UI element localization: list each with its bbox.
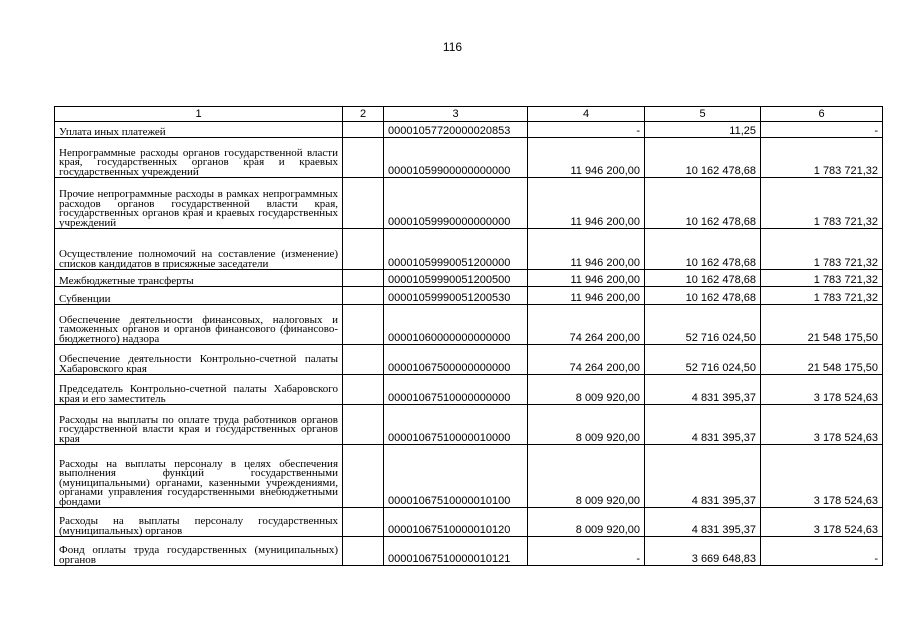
budget-execution-table: [54, 106, 883, 566]
row-col2: [343, 138, 384, 178]
row-col2: [343, 445, 384, 508]
row-name: Субвенции: [55, 287, 343, 305]
row-name: Обеспечение деятельности финансовых, налоговых и таможенных органов и органов финансового (финансово-бюджетного) надзора: [55, 305, 343, 345]
row-name: Уплата иных платежей: [55, 122, 343, 138]
row-code: 00001067510000010000: [384, 405, 528, 445]
row-name: Межбюджетные трансферты: [55, 270, 343, 287]
row-col4: 11 946 200,00: [528, 138, 645, 178]
header-col-6: 6: [761, 107, 883, 122]
row-code: 00001059900000000000: [384, 138, 528, 178]
row-col4: 8 009 920,00: [528, 375, 645, 405]
row-col6: 3 178 524,63: [761, 445, 883, 508]
row-name: Прочие непрограммные расходы в рамках непрограммных расходов органов государственной власти края, государственных органов края и краевых государственных учреждений: [55, 178, 343, 229]
row-col6: 1 783 721,32: [761, 270, 883, 287]
row-col2: [343, 178, 384, 229]
row-name: Обеспечение деятельности Контрольно-счетной палаты Хабаровского края: [55, 345, 343, 375]
row-col6: 21 548 175,50: [761, 345, 883, 375]
row-name: Председатель Контрольно-счетной палаты Хабаровского края и его заместитель: [55, 375, 343, 405]
row-col2: [343, 270, 384, 287]
row-col2: [343, 122, 384, 138]
row-col5: 10 162 478,68: [645, 287, 761, 305]
table-row: [55, 375, 883, 405]
table-row: [55, 287, 883, 305]
row-col2: [343, 537, 384, 566]
table-row: [55, 138, 883, 178]
row-col5: 10 162 478,68: [645, 270, 761, 287]
row-col6: 1 783 721,32: [761, 287, 883, 305]
row-col4: 8 009 920,00: [528, 405, 645, 445]
table-row: [55, 178, 883, 229]
row-col5: 4 831 395,37: [645, 508, 761, 537]
row-col5: 3 669 648,83: [645, 537, 761, 566]
row-code: 00001057720000020853: [384, 122, 528, 138]
header-col-4: 4: [528, 107, 645, 122]
table-row: [55, 445, 883, 508]
table-row: [55, 270, 883, 287]
row-col5: 52 716 024,50: [645, 305, 761, 345]
table-row: [55, 405, 883, 445]
header-col-1: 1: [55, 107, 343, 122]
row-col4: 11 946 200,00: [528, 229, 645, 270]
row-code: 00001059990051200000: [384, 229, 528, 270]
table-header-row: [55, 107, 883, 122]
row-col4: 74 264 200,00: [528, 345, 645, 375]
table-row: [55, 345, 883, 375]
row-col5: 4 831 395,37: [645, 405, 761, 445]
page-number: 116: [442, 40, 463, 54]
table-row: [55, 122, 883, 138]
row-col4: 74 264 200,00: [528, 305, 645, 345]
row-col2: [343, 287, 384, 305]
row-name: Расходы на выплаты персоналу в целях обеспечения выполнения функций государственными (муниципальными) органами, казенными учреждениями, органами управления государственными внебюджетными фондами: [55, 445, 343, 508]
row-col2: [343, 405, 384, 445]
header-col-5: 5: [645, 107, 761, 122]
row-col6: 3 178 524,63: [761, 508, 883, 537]
row-col2: [343, 229, 384, 270]
row-name: Расходы на выплаты персоналу государственных (муниципальных) органов: [55, 508, 343, 537]
row-col5: 10 162 478,68: [645, 178, 761, 229]
row-col2: [343, 305, 384, 345]
row-col6: 1 783 721,32: [761, 178, 883, 229]
row-code: 00001067510000000000: [384, 375, 528, 405]
row-code: 00001059990000000000: [384, 178, 528, 229]
row-name: Непрограммные расходы органов государственной власти края, государственных органов края и краевых государственных учреждений: [55, 138, 343, 178]
row-col4: -: [528, 537, 645, 566]
header-col-3: 3: [384, 107, 528, 122]
row-col5: 52 716 024,50: [645, 345, 761, 375]
row-col5: 10 162 478,68: [645, 138, 761, 178]
row-code: 00001059990051200530: [384, 287, 528, 305]
row-col6: 1 783 721,32: [761, 229, 883, 270]
row-col6: 1 783 721,32: [761, 138, 883, 178]
row-col4: 11 946 200,00: [528, 178, 645, 229]
row-col6: 3 178 524,63: [761, 375, 883, 405]
row-col4: -: [528, 122, 645, 138]
row-col4: 8 009 920,00: [528, 445, 645, 508]
row-col6: -: [761, 122, 883, 138]
table-row: [55, 305, 883, 345]
row-col5: 4 831 395,37: [645, 375, 761, 405]
row-col4: 11 946 200,00: [528, 287, 645, 305]
row-code: 00001067510000010120: [384, 508, 528, 537]
table-row: [55, 229, 883, 270]
row-col4: 11 946 200,00: [528, 270, 645, 287]
row-col6: 3 178 524,63: [761, 405, 883, 445]
row-col2: [343, 508, 384, 537]
row-name: Расходы на выплаты по оплате труда работников органов государственной власти края и государственных органов края: [55, 405, 343, 445]
row-col2: [343, 375, 384, 405]
table-row: [55, 508, 883, 537]
row-name: Осуществление полномочий на составление (изменение) списков кандидатов в присяжные заседатели: [55, 229, 343, 270]
row-col5: 10 162 478,68: [645, 229, 761, 270]
row-code: 00001067510000010121: [384, 537, 528, 566]
row-col4: 8 009 920,00: [528, 508, 645, 537]
row-code: 00001060000000000000: [384, 305, 528, 345]
row-name: Фонд оплаты труда государственных (муниципальных) органов: [55, 537, 343, 566]
row-col6: -: [761, 537, 883, 566]
table-row: [55, 537, 883, 566]
row-col5: 11,25: [645, 122, 761, 138]
row-code: 00001067500000000000: [384, 345, 528, 375]
row-col2: [343, 345, 384, 375]
header-col-2: 2: [343, 107, 384, 122]
row-col5: 4 831 395,37: [645, 445, 761, 508]
row-code: 00001059990051200500: [384, 270, 528, 287]
row-col6: 21 548 175,50: [761, 305, 883, 345]
row-code: 00001067510000010100: [384, 445, 528, 508]
